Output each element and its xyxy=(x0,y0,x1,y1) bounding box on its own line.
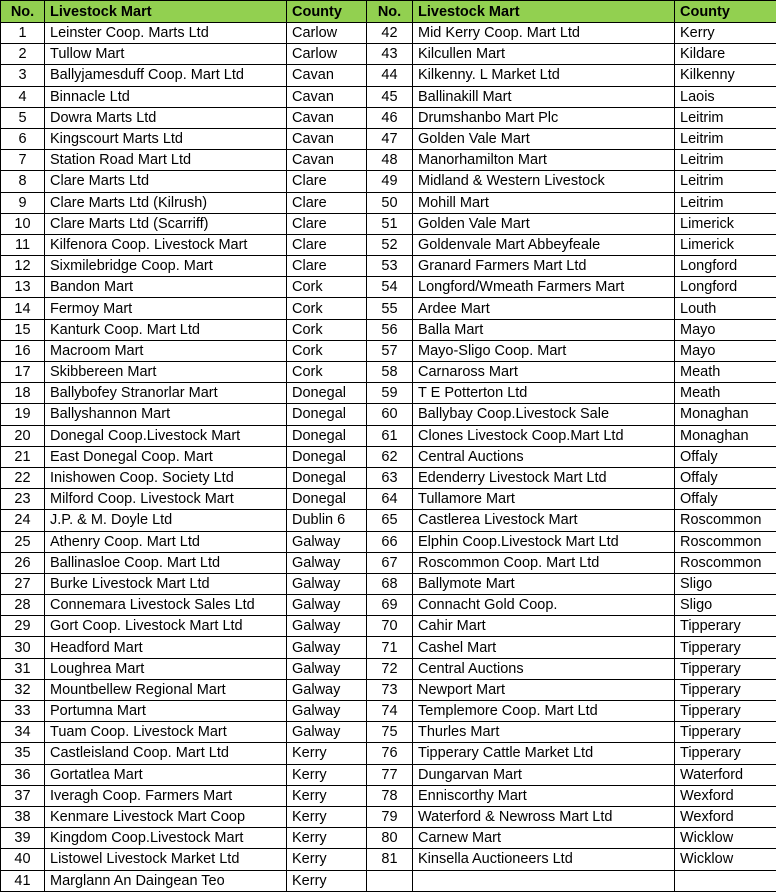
cell-livestock-mart: T E Potterton Ltd xyxy=(413,383,675,404)
cell-livestock-mart: Binnacle Ltd xyxy=(45,86,287,107)
cell-no: 11 xyxy=(1,234,45,255)
cell-county: Kerry xyxy=(287,828,367,849)
cell-no: 4 xyxy=(1,86,45,107)
cell-county: Tipperary xyxy=(675,616,776,637)
cell-no: 50 xyxy=(367,192,413,213)
cell-county: Roscommon xyxy=(675,510,776,531)
cell-no: 62 xyxy=(367,446,413,467)
table-row xyxy=(1,213,776,234)
cell-county: Leitrim xyxy=(675,171,776,192)
table-row xyxy=(1,362,776,383)
table-row xyxy=(1,446,776,467)
table-row xyxy=(1,701,776,722)
cell-no: 59 xyxy=(367,383,413,404)
cell-livestock-mart: Clare Marts Ltd (Scarriff) xyxy=(45,213,287,234)
cell-livestock-mart: Gort Coop. Livestock Mart Ltd xyxy=(45,616,287,637)
cell-livestock-mart: Midland & Western Livestock xyxy=(413,171,675,192)
cell-county: Offaly xyxy=(675,446,776,467)
cell-county: Meath xyxy=(675,362,776,383)
cell-county: Roscommon xyxy=(675,552,776,573)
header-livestock-mart: Livestock Mart xyxy=(45,1,287,23)
cell-county: Cork xyxy=(287,362,367,383)
table-row xyxy=(1,107,776,128)
cell-county: Clare xyxy=(287,192,367,213)
cell-livestock-mart: Elphin Coop.Livestock Mart Ltd xyxy=(413,531,675,552)
cell-county: Galway xyxy=(287,722,367,743)
table-row xyxy=(1,128,776,149)
table-row xyxy=(1,256,776,277)
cell-livestock-mart: Castlerea Livestock Mart xyxy=(413,510,675,531)
cell-no: 40 xyxy=(1,849,45,870)
cell-no: 16 xyxy=(1,340,45,361)
cell-county: Longford xyxy=(675,256,776,277)
cell-no: 53 xyxy=(367,256,413,277)
cell-livestock-mart: Ballinasloe Coop. Mart Ltd xyxy=(45,552,287,573)
cell-county: Leitrim xyxy=(675,128,776,149)
cell-no: 12 xyxy=(1,256,45,277)
cell-livestock-mart: Connacht Gold Coop. xyxy=(413,595,675,616)
cell-no: 8 xyxy=(1,171,45,192)
cell-livestock-mart: Drumshanbo Mart Plc xyxy=(413,107,675,128)
cell-county: Tipperary xyxy=(675,658,776,679)
cell-county xyxy=(675,870,776,891)
cell-county: Galway xyxy=(287,552,367,573)
table-row xyxy=(1,870,776,891)
cell-no: 19 xyxy=(1,404,45,425)
cell-no: 41 xyxy=(1,870,45,891)
cell-no: 38 xyxy=(1,806,45,827)
cell-county: Offaly xyxy=(675,467,776,488)
table-row xyxy=(1,764,776,785)
cell-no: 20 xyxy=(1,425,45,446)
table-row xyxy=(1,383,776,404)
table-row xyxy=(1,828,776,849)
cell-no: 14 xyxy=(1,298,45,319)
table-row xyxy=(1,722,776,743)
cell-livestock-mart: Manorhamilton Mart xyxy=(413,150,675,171)
cell-county: Sligo xyxy=(675,595,776,616)
cell-county: Cavan xyxy=(287,65,367,86)
table-row xyxy=(1,785,776,806)
cell-county: Kerry xyxy=(287,849,367,870)
table-row xyxy=(1,595,776,616)
cell-livestock-mart: Portumna Mart xyxy=(45,701,287,722)
cell-livestock-mart: Longford/Wmeath Farmers Mart xyxy=(413,277,675,298)
table-row xyxy=(1,404,776,425)
cell-livestock-mart: Bandon Mart xyxy=(45,277,287,298)
cell-livestock-mart: Station Road Mart Ltd xyxy=(45,150,287,171)
cell-livestock-mart: Kenmare Livestock Mart Coop xyxy=(45,806,287,827)
cell-livestock-mart: Balla Mart xyxy=(413,319,675,340)
cell-no: 52 xyxy=(367,234,413,255)
header-no: No. xyxy=(1,1,45,23)
cell-livestock-mart: Inishowen Coop. Society Ltd xyxy=(45,467,287,488)
cell-no: 1 xyxy=(1,23,45,44)
cell-no: 75 xyxy=(367,722,413,743)
cell-no: 35 xyxy=(1,743,45,764)
cell-livestock-mart: Thurles Mart xyxy=(413,722,675,743)
table-row xyxy=(1,806,776,827)
cell-county: Donegal xyxy=(287,425,367,446)
cell-county: Meath xyxy=(675,383,776,404)
cell-county: Kerry xyxy=(287,743,367,764)
cell-no: 36 xyxy=(1,764,45,785)
header-no: No. xyxy=(367,1,413,23)
cell-no: 6 xyxy=(1,128,45,149)
table-row xyxy=(1,298,776,319)
cell-county: Carlow xyxy=(287,23,367,44)
cell-no: 43 xyxy=(367,44,413,65)
cell-no: 27 xyxy=(1,573,45,594)
cell-livestock-mart: Kingdom Coop.Livestock Mart xyxy=(45,828,287,849)
cell-county: Galway xyxy=(287,679,367,700)
cell-no: 60 xyxy=(367,404,413,425)
cell-no: 44 xyxy=(367,65,413,86)
cell-livestock-mart: Ardee Mart xyxy=(413,298,675,319)
cell-no: 47 xyxy=(367,128,413,149)
cell-no: 26 xyxy=(1,552,45,573)
cell-livestock-mart: Roscommon Coop. Mart Ltd xyxy=(413,552,675,573)
cell-no: 72 xyxy=(367,658,413,679)
cell-no: 58 xyxy=(367,362,413,383)
cell-county: Cork xyxy=(287,277,367,298)
cell-livestock-mart: Iveragh Coop. Farmers Mart xyxy=(45,785,287,806)
table-body xyxy=(1,23,776,892)
cell-no: 78 xyxy=(367,785,413,806)
table-row xyxy=(1,510,776,531)
cell-no: 33 xyxy=(1,701,45,722)
cell-county: Cork xyxy=(287,319,367,340)
header-row xyxy=(1,1,776,23)
table-row xyxy=(1,171,776,192)
cell-no: 79 xyxy=(367,806,413,827)
cell-county: Dublin 6 xyxy=(287,510,367,531)
cell-county: Limerick xyxy=(675,234,776,255)
table-row xyxy=(1,573,776,594)
cell-county: Cork xyxy=(287,298,367,319)
cell-livestock-mart: J.P. & M. Doyle Ltd xyxy=(45,510,287,531)
cell-livestock-mart: Waterford & Newross Mart Ltd xyxy=(413,806,675,827)
cell-livestock-mart: Castleisland Coop. Mart Ltd xyxy=(45,743,287,764)
table-row xyxy=(1,616,776,637)
cell-county: Galway xyxy=(287,531,367,552)
cell-no: 29 xyxy=(1,616,45,637)
cell-no: 81 xyxy=(367,849,413,870)
cell-livestock-mart: Kanturk Coop. Mart Ltd xyxy=(45,319,287,340)
cell-no: 39 xyxy=(1,828,45,849)
cell-no: 2 xyxy=(1,44,45,65)
table-row xyxy=(1,86,776,107)
cell-livestock-mart: Ballymote Mart xyxy=(413,573,675,594)
cell-county: Mayo xyxy=(675,319,776,340)
cell-county: Tipperary xyxy=(675,679,776,700)
cell-livestock-mart: Macroom Mart xyxy=(45,340,287,361)
cell-county: Kilkenny xyxy=(675,65,776,86)
cell-county: Cavan xyxy=(287,128,367,149)
cell-county: Clare xyxy=(287,213,367,234)
table-row xyxy=(1,319,776,340)
header-livestock-mart: Livestock Mart xyxy=(413,1,675,23)
cell-livestock-mart: Enniscorthy Mart xyxy=(413,785,675,806)
cell-county: Clare xyxy=(287,256,367,277)
cell-county: Donegal xyxy=(287,383,367,404)
table-row xyxy=(1,849,776,870)
cell-no: 42 xyxy=(367,23,413,44)
cell-no: 48 xyxy=(367,150,413,171)
header-county: County xyxy=(287,1,367,23)
cell-livestock-mart: Skibbereen Mart xyxy=(45,362,287,383)
cell-livestock-mart: Cahir Mart xyxy=(413,616,675,637)
cell-livestock-mart: Tuam Coop. Livestock Mart xyxy=(45,722,287,743)
cell-no: 66 xyxy=(367,531,413,552)
cell-no: 74 xyxy=(367,701,413,722)
cell-county: Galway xyxy=(287,616,367,637)
cell-county: Mayo xyxy=(675,340,776,361)
cell-livestock-mart: Clones Livestock Coop.Mart Ltd xyxy=(413,425,675,446)
cell-livestock-mart: Listowel Livestock Market Ltd xyxy=(45,849,287,870)
cell-county: Leitrim xyxy=(675,192,776,213)
cell-county: Tipperary xyxy=(675,637,776,658)
cell-no: 64 xyxy=(367,489,413,510)
cell-livestock-mart: Cashel Mart xyxy=(413,637,675,658)
cell-no: 31 xyxy=(1,658,45,679)
cell-no: 37 xyxy=(1,785,45,806)
cell-county: Laois xyxy=(675,86,776,107)
cell-county: Wexford xyxy=(675,806,776,827)
cell-no: 63 xyxy=(367,467,413,488)
cell-county: Wicklow xyxy=(675,849,776,870)
cell-no: 69 xyxy=(367,595,413,616)
cell-livestock-mart: Gortatlea Mart xyxy=(45,764,287,785)
cell-livestock-mart: Kilfenora Coop. Livestock Mart xyxy=(45,234,287,255)
cell-livestock-mart: Carnew Mart xyxy=(413,828,675,849)
cell-livestock-mart: Golden Vale Mart xyxy=(413,213,675,234)
cell-county: Donegal xyxy=(287,446,367,467)
cell-livestock-mart: Kilcullen Mart xyxy=(413,44,675,65)
cell-no: 77 xyxy=(367,764,413,785)
cell-livestock-mart: Tipperary Cattle Market Ltd xyxy=(413,743,675,764)
table-row xyxy=(1,658,776,679)
cell-county: Clare xyxy=(287,234,367,255)
cell-county: Kerry xyxy=(287,806,367,827)
cell-no: 7 xyxy=(1,150,45,171)
cell-county: Kerry xyxy=(675,23,776,44)
cell-livestock-mart: Mohill Mart xyxy=(413,192,675,213)
table-row xyxy=(1,679,776,700)
cell-county: Tipperary xyxy=(675,722,776,743)
cell-county: Wexford xyxy=(675,785,776,806)
cell-livestock-mart: Headford Mart xyxy=(45,637,287,658)
cell-no: 9 xyxy=(1,192,45,213)
cell-livestock-mart: Templemore Coop. Mart Ltd xyxy=(413,701,675,722)
cell-livestock-mart: Kingscourt Marts Ltd xyxy=(45,128,287,149)
cell-livestock-mart: Leinster Coop. Marts Ltd xyxy=(45,23,287,44)
cell-county: Waterford xyxy=(675,764,776,785)
cell-no: 65 xyxy=(367,510,413,531)
cell-county: Tipperary xyxy=(675,743,776,764)
cell-no: 76 xyxy=(367,743,413,764)
cell-county: Cavan xyxy=(287,150,367,171)
table-row xyxy=(1,23,776,44)
cell-livestock-mart: Connemara Livestock Sales Ltd xyxy=(45,595,287,616)
table-row xyxy=(1,743,776,764)
cell-county: Cavan xyxy=(287,107,367,128)
cell-livestock-mart: Sixmilebridge Coop. Mart xyxy=(45,256,287,277)
cell-livestock-mart: Ballyshannon Mart xyxy=(45,404,287,425)
cell-county: Cork xyxy=(287,340,367,361)
cell-county: Monaghan xyxy=(675,425,776,446)
cell-county: Wicklow xyxy=(675,828,776,849)
table-row xyxy=(1,234,776,255)
cell-no: 18 xyxy=(1,383,45,404)
cell-no: 30 xyxy=(1,637,45,658)
cell-no: 71 xyxy=(367,637,413,658)
cell-no: 70 xyxy=(367,616,413,637)
cell-livestock-mart: Athenry Coop. Mart Ltd xyxy=(45,531,287,552)
cell-county: Kildare xyxy=(675,44,776,65)
cell-county: Galway xyxy=(287,637,367,658)
cell-county: Cavan xyxy=(287,86,367,107)
cell-livestock-mart: Marglann An Daingean Teo xyxy=(45,870,287,891)
table-row xyxy=(1,425,776,446)
cell-county: Longford xyxy=(675,277,776,298)
cell-no: 57 xyxy=(367,340,413,361)
cell-livestock-mart: Tullow Mart xyxy=(45,44,287,65)
cell-no: 24 xyxy=(1,510,45,531)
cell-livestock-mart: Dowra Marts Ltd xyxy=(45,107,287,128)
cell-no: 15 xyxy=(1,319,45,340)
cell-no: 3 xyxy=(1,65,45,86)
cell-no: 61 xyxy=(367,425,413,446)
cell-livestock-mart: Loughrea Mart xyxy=(45,658,287,679)
cell-no: 23 xyxy=(1,489,45,510)
cell-livestock-mart: Central Auctions xyxy=(413,658,675,679)
cell-no: 34 xyxy=(1,722,45,743)
cell-livestock-mart: Burke Livestock Mart Ltd xyxy=(45,573,287,594)
cell-no: 32 xyxy=(1,679,45,700)
cell-county: Leitrim xyxy=(675,107,776,128)
cell-county: Donegal xyxy=(287,467,367,488)
cell-no: 28 xyxy=(1,595,45,616)
cell-county: Clare xyxy=(287,171,367,192)
cell-livestock-mart: Ballybofey Stranorlar Mart xyxy=(45,383,287,404)
cell-county: Leitrim xyxy=(675,150,776,171)
table-row xyxy=(1,552,776,573)
cell-no: 49 xyxy=(367,171,413,192)
cell-no: 73 xyxy=(367,679,413,700)
cell-county: Limerick xyxy=(675,213,776,234)
cell-county: Tipperary xyxy=(675,701,776,722)
cell-livestock-mart: Mountbellew Regional Mart xyxy=(45,679,287,700)
cell-no: 46 xyxy=(367,107,413,128)
cell-county: Donegal xyxy=(287,404,367,425)
cell-no: 22 xyxy=(1,467,45,488)
cell-livestock-mart: Ballyjamesduff Coop. Mart Ltd xyxy=(45,65,287,86)
cell-livestock-mart: Kinsella Auctioneers Ltd xyxy=(413,849,675,870)
table-row xyxy=(1,340,776,361)
cell-no: 54 xyxy=(367,277,413,298)
cell-county: Monaghan xyxy=(675,404,776,425)
cell-livestock-mart: Golden Vale Mart xyxy=(413,128,675,149)
cell-livestock-mart: Central Auctions xyxy=(413,446,675,467)
cell-livestock-mart: Dungarvan Mart xyxy=(413,764,675,785)
cell-no: 13 xyxy=(1,277,45,298)
cell-livestock-mart: Carnaross Mart xyxy=(413,362,675,383)
cell-no: 55 xyxy=(367,298,413,319)
cell-no xyxy=(367,870,413,891)
cell-livestock-mart: Milford Coop. Livestock Mart xyxy=(45,489,287,510)
cell-county: Donegal xyxy=(287,489,367,510)
cell-county: Roscommon xyxy=(675,531,776,552)
cell-county: Galway xyxy=(287,595,367,616)
cell-livestock-mart: East Donegal Coop. Mart xyxy=(45,446,287,467)
table-row xyxy=(1,531,776,552)
cell-county: Sligo xyxy=(675,573,776,594)
cell-livestock-mart: Tullamore Mart xyxy=(413,489,675,510)
cell-livestock-mart: Goldenvale Mart Abbeyfeale xyxy=(413,234,675,255)
cell-no: 56 xyxy=(367,319,413,340)
cell-livestock-mart: Fermoy Mart xyxy=(45,298,287,319)
cell-no: 80 xyxy=(367,828,413,849)
cell-county: Kerry xyxy=(287,785,367,806)
cell-no: 25 xyxy=(1,531,45,552)
cell-county: Kerry xyxy=(287,764,367,785)
cell-no: 21 xyxy=(1,446,45,467)
cell-livestock-mart: Clare Marts Ltd xyxy=(45,171,287,192)
cell-livestock-mart: Newport Mart xyxy=(413,679,675,700)
cell-livestock-mart: Mid Kerry Coop. Mart Ltd xyxy=(413,23,675,44)
cell-no: 67 xyxy=(367,552,413,573)
cell-county: Offaly xyxy=(675,489,776,510)
table-row xyxy=(1,467,776,488)
cell-no: 51 xyxy=(367,213,413,234)
table-row xyxy=(1,192,776,213)
cell-county: Galway xyxy=(287,658,367,679)
table-row xyxy=(1,44,776,65)
cell-livestock-mart: Clare Marts Ltd (Kilrush) xyxy=(45,192,287,213)
cell-county: Kerry xyxy=(287,870,367,891)
cell-livestock-mart: Mayo-Sligo Coop. Mart xyxy=(413,340,675,361)
cell-no: 10 xyxy=(1,213,45,234)
cell-livestock-mart: Edenderry Livestock Mart Ltd xyxy=(413,467,675,488)
cell-county: Carlow xyxy=(287,44,367,65)
cell-county: Galway xyxy=(287,573,367,594)
table-row xyxy=(1,150,776,171)
cell-no: 68 xyxy=(367,573,413,594)
cell-livestock-mart: Donegal Coop.Livestock Mart xyxy=(45,425,287,446)
table-row xyxy=(1,65,776,86)
cell-livestock-mart: Granard Farmers Mart Ltd xyxy=(413,256,675,277)
cell-county: Galway xyxy=(287,701,367,722)
cell-county: Louth xyxy=(675,298,776,319)
cell-no: 17 xyxy=(1,362,45,383)
table-row xyxy=(1,637,776,658)
cell-no: 45 xyxy=(367,86,413,107)
cell-no: 5 xyxy=(1,107,45,128)
header-county: County xyxy=(675,1,776,23)
table-row xyxy=(1,489,776,510)
cell-livestock-mart xyxy=(413,870,675,891)
cell-livestock-mart: Kilkenny. L Market Ltd xyxy=(413,65,675,86)
cell-livestock-mart: Ballybay Coop.Livestock Sale xyxy=(413,404,675,425)
cell-livestock-mart: Ballinakill Mart xyxy=(413,86,675,107)
table-row xyxy=(1,277,776,298)
